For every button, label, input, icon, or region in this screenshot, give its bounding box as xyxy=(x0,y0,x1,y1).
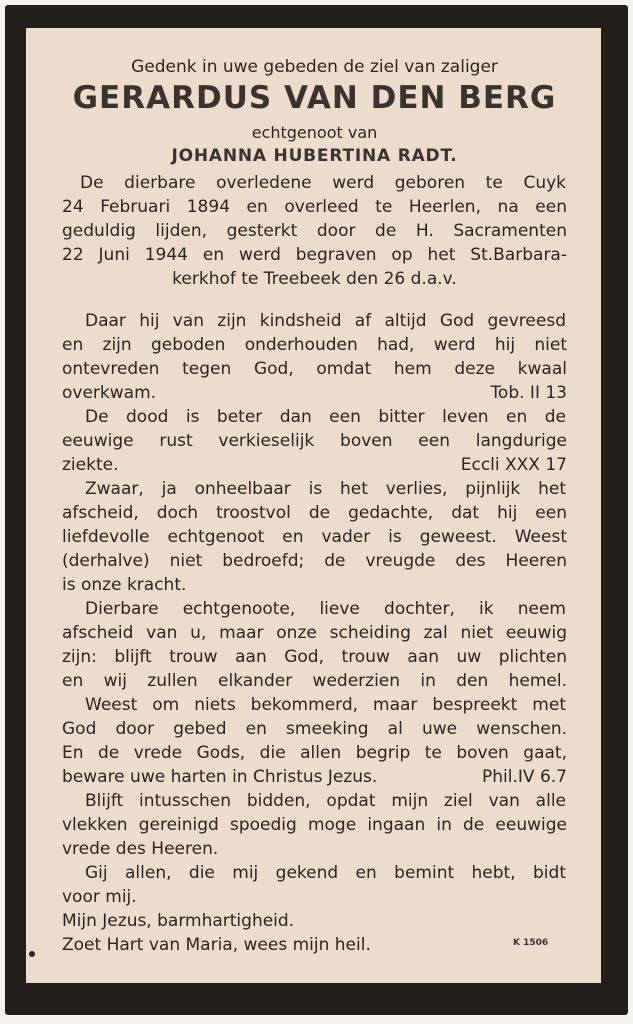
text-line: overkwam. xyxy=(62,383,157,403)
text-line: en wij zullen elkander wederzien in den hemel. xyxy=(62,671,567,691)
scripture-reference: Eccli XXX 17 xyxy=(460,455,567,475)
text-line-with-reference xyxy=(62,381,567,405)
text-line: voor mij. xyxy=(62,887,137,907)
text-line: zijn: blijft trouw aan God, trouw aan uw plichten xyxy=(62,647,567,667)
text-line: Dierbare echtgenoote, lieve dochter, ik neem xyxy=(85,599,566,619)
text-line: Daar hij van zijn kindsheid af altijd God gevreesd xyxy=(85,311,566,331)
text-line: (derhalve) niet bedroefd; de vreugde des Heeren xyxy=(62,551,567,571)
text-line: is onze kracht. xyxy=(62,575,187,595)
text-line: Weest om niets bekommerd, maar bespreekt met xyxy=(85,695,566,715)
text-line-with-reference xyxy=(62,453,567,477)
text-line: De dood is beter dan een bitter leven en de xyxy=(85,407,566,427)
text-line: en zijn geboden onderhouden had, werd hij niet xyxy=(62,335,567,355)
bio-line: De dierbare overledene werd geboren te Cuyk xyxy=(80,173,566,193)
text-line: Gij allen, die mij gekend en bemint hebt, bidt xyxy=(85,863,566,883)
text-line: Zwaar, ja onheelbaar is het verlies, pijnlijk het xyxy=(85,479,566,499)
bio-line: 22 Juni 1944 en werd begraven op het St.Barbara- xyxy=(62,245,567,265)
bio-line: kerkhof te Treebeek den 26 d.a.v. xyxy=(172,269,457,289)
text-line: En de vrede Gods, die allen begrip te boven gaat, xyxy=(62,743,567,763)
text-line: eeuwige rust verkieselijk boven een langdurige xyxy=(62,431,567,451)
deceased-name: GERARDUS VAN DEN BERG xyxy=(72,80,557,116)
text-line-with-reference xyxy=(62,765,567,789)
text-line: vlekken gereinigd spoedig moge ingaan in de eeuwige xyxy=(62,815,567,835)
text-line: beware uwe harten in Christus Jezus. xyxy=(62,767,378,787)
text-line: Blijft intusschen bidden, opdat mijn ziel van alle xyxy=(85,791,566,811)
intro-line: Gedenk in uwe gebeden de ziel van zaliger xyxy=(131,57,498,77)
text-line: liefdevolle echtgenoot en vader is geweest. Weest xyxy=(62,527,567,547)
bio-line: geduldig lijden, gesterkt door de H. Sacramenten xyxy=(62,221,567,241)
invocation-line: Mijn Jezus, barmhartigheid. xyxy=(62,911,295,931)
scripture-reference: Tob. II 13 xyxy=(490,383,567,403)
invocation-line: Zoet Hart van Maria, wees mijn heil. xyxy=(62,935,371,955)
printer-code: K 1506 xyxy=(513,938,549,948)
text-line: vrede des Heeren. xyxy=(62,839,219,859)
text-line: ziekte. xyxy=(62,455,119,475)
spouse-label: echtgenoot van xyxy=(251,123,378,142)
text-line: afscheid, doch troostvol de gedachte, dat hij een xyxy=(62,503,567,523)
ink-dot xyxy=(29,951,35,957)
scripture-reference: Phil.IV 6.7 xyxy=(482,767,567,787)
spouse-name: JOHANNA HUBERTINA RADT. xyxy=(171,146,458,166)
text-line: afscheid van u, maar onze scheiding zal niet eeuwig xyxy=(62,623,567,643)
text-line: ontevreden tegen God, omdat hem deze kwaal xyxy=(62,359,567,379)
bio-line: 24 Februari 1894 en overleed te Heerlen, na een xyxy=(62,197,567,217)
text-line: God door gebed en smeeking al uwe wenschen. xyxy=(62,719,567,739)
